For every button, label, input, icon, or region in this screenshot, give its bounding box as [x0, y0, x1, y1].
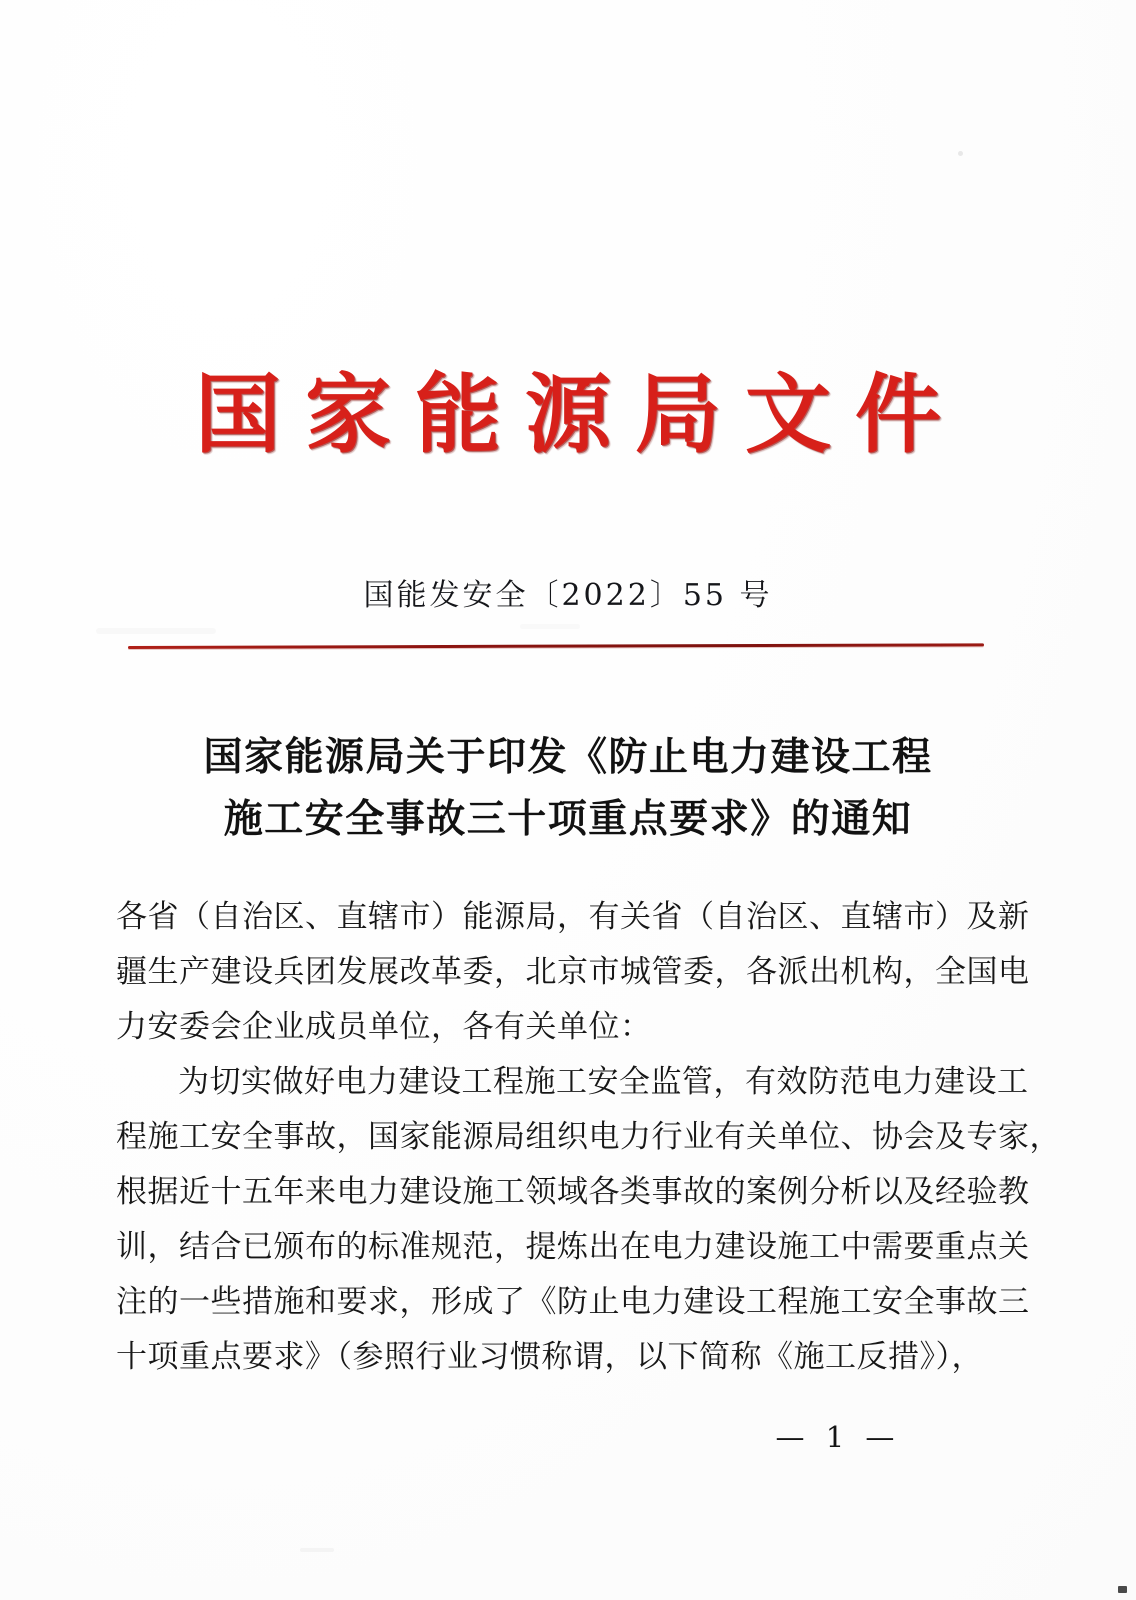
document-serial-number: 国能发安全〔2022〕55 号	[363, 578, 773, 613]
scan-speck	[300, 1548, 334, 1552]
scan-speck	[520, 624, 580, 629]
scan-speck	[96, 628, 216, 634]
paragraph-background	[116, 1055, 1061, 1385]
document-title-line-2: 施工安全事故三十项重点要求》的通知	[223, 796, 913, 842]
scan-speck	[1118, 1586, 1127, 1593]
red-divider-rule	[128, 643, 984, 649]
body-line: 为切实做好电力建设工程施工安全监管，有效防范电力建设工	[178, 1064, 1029, 1100]
body-line: 根据近十五年来电力建设施工领域各类事故的案例分析以及经验教	[116, 1174, 1030, 1210]
scan-speck	[958, 151, 963, 156]
body-line: 程施工安全事故，国家能源局组织电力行业有关单位、协会及专家，	[116, 1119, 1061, 1155]
document-title-line-1: 国家能源局关于印发《防止电力建设工程	[203, 734, 933, 780]
document-body	[116, 890, 1061, 1385]
body-line: 注的一些措施和要求，形成了《防止电力建设工程施工安全事故三	[116, 1284, 1030, 1320]
paragraph-addressees	[116, 890, 1030, 1055]
page-number	[0, 1420, 1136, 1454]
masthead	[0, 364, 1136, 465]
body-line: 力安委会企业成员单位，各有关单位：	[116, 1009, 652, 1045]
body-line: 训，结合已颁布的标准规范，提炼出在电力建设施工中需要重点关	[116, 1229, 1030, 1265]
body-line: 各省（自治区、直辖市）能源局，有关省（自治区、直辖市）及新	[116, 899, 1030, 935]
masthead-title: 国家能源局文件	[195, 364, 965, 465]
document-title	[100, 726, 1036, 850]
page-number-value: — 1 —	[775, 1420, 901, 1454]
body-line: 疆生产建设兵团发展改革委，北京市城管委，各派出机构，全国电	[116, 954, 1030, 990]
body-line: 十项重点要求》（参照行业习惯称谓，以下简称《施工反措》），	[116, 1339, 983, 1375]
